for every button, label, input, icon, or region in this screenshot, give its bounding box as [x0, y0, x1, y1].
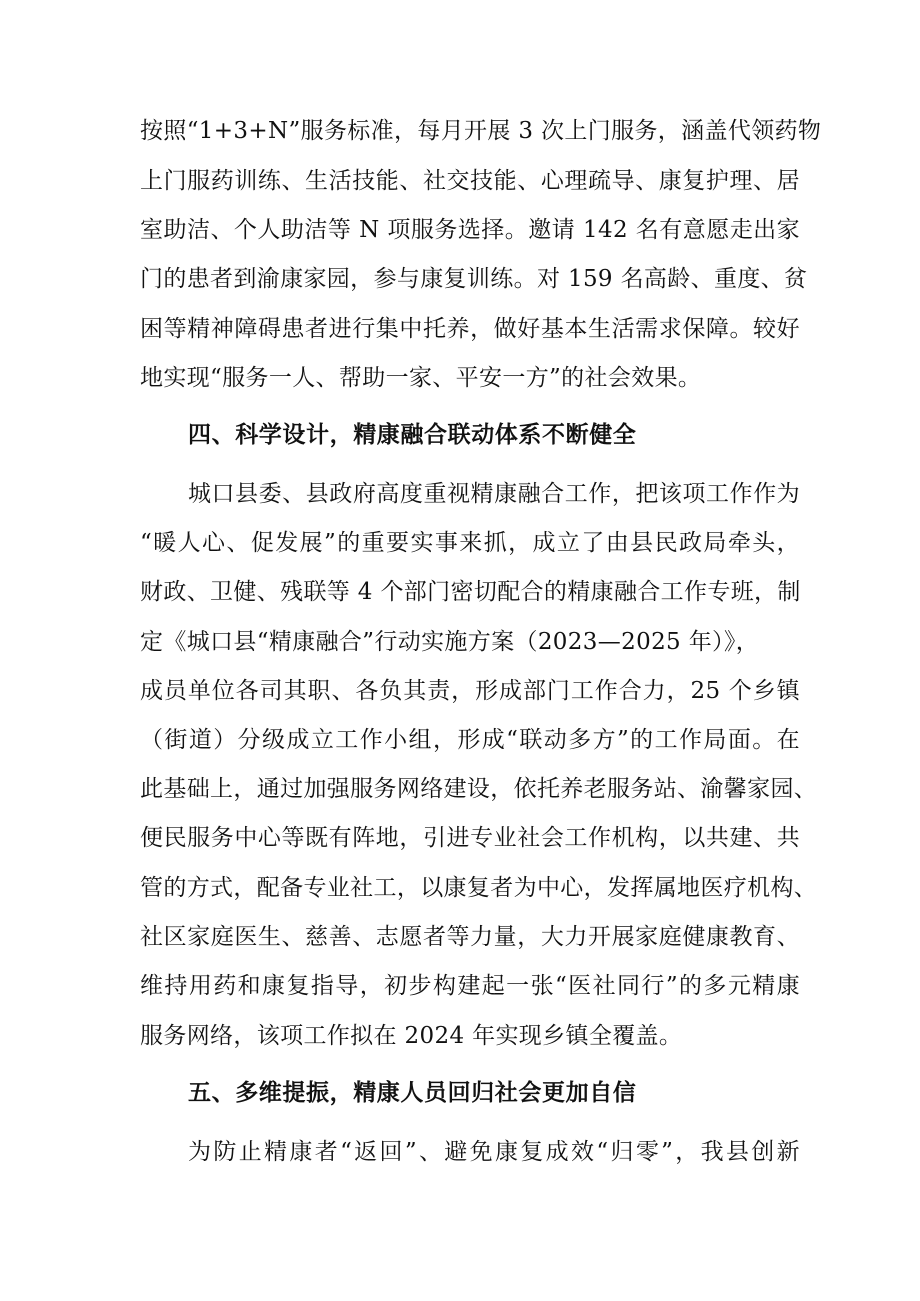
paragraph-line: 上门服药训练、生活技能、社交技能、心理疏导、康复护理、居	[140, 168, 800, 194]
section-heading-4: 四、科学设计，精康融合联动体系不断健全	[188, 422, 637, 448]
paragraph-line: 困等精神障碍患者进行集中托养，做好基本生活需求保障。较好	[140, 316, 800, 342]
paragraph-line: 服务网络，该项工作拟在 2024 年实现乡镇全覆盖。	[140, 1023, 683, 1049]
paragraph-line: 便民服务中心等既有阵地，引进专业社会工作机构，以共建、共	[140, 825, 800, 851]
section-heading-5: 五、多维提振，精康人员回归社会更加自信	[188, 1080, 637, 1106]
paragraph-line: 为防止精康者“返回”、避免康复成效“归零”，我县创新	[188, 1139, 800, 1165]
paragraph-line: 维持用药和康复指导，初步构建起一张“医社同行”的多元精康	[140, 973, 800, 999]
paragraph-line: 按照“1+3+N”服务标准，每月开展 3 次上门服务，涵盖代领药物	[140, 118, 822, 144]
paragraph-line: 管的方式，配备专业社工，以康复者为中心，发挥属地医疗机构、	[140, 875, 818, 901]
paragraph-line: 定《城口县“精康融合”行动实施方案（2023—2025 年）》，	[140, 629, 760, 655]
paragraph-line: （街道）分级成立工作小组，形成“联动多方”的工作局面。在	[140, 727, 800, 753]
paragraph-line: 室助洁、个人助洁等 N 项服务选择。邀请 142 名有意愿走出家	[140, 217, 800, 243]
paragraph-line: 城口县委、县政府高度重视精康融合工作，把该项工作作为	[188, 481, 800, 507]
paragraph-line: 社区家庭医生、慈善、志愿者等力量，大力开展家庭健康教育、	[140, 924, 800, 950]
paragraph-line: 财政、卫健、残联等 4 个部门密切配合的精康融合工作专班，制	[140, 579, 801, 605]
paragraph-line: 地实现“服务一人、帮助一家、平安一方”的社会效果。	[140, 365, 702, 391]
paragraph-line: 门的患者到渝康家园，参与康复训练。对 159 名高龄、重度、贫	[140, 266, 808, 292]
paragraph-line: “暖人心、促发展”的重要实事来抓，成立了由县民政局牵头，	[140, 530, 800, 556]
paragraph-line: 成员单位各司其职、各负其责，形成部门工作合力，25 个乡镇	[140, 678, 800, 704]
paragraph-line: 此基础上，通过加强服务网络建设，依托养老服务站、渝馨家园、	[140, 776, 818, 802]
